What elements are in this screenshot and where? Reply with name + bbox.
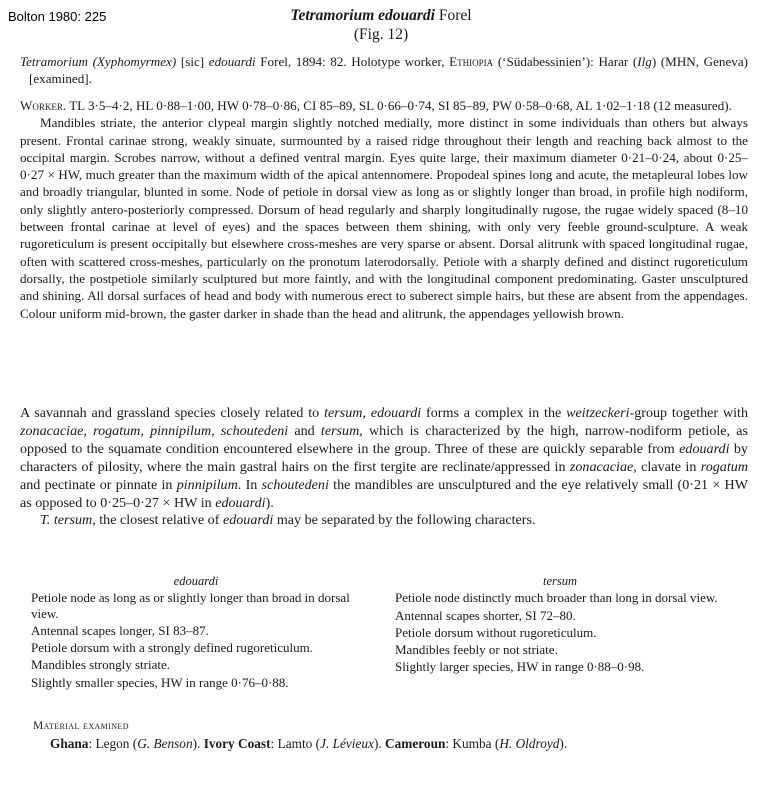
material-close: ). <box>373 736 386 751</box>
species-author: Forel <box>438 7 472 24</box>
discussion-text-run: -group together with <box>629 405 749 421</box>
discussion-text-run: and <box>288 422 321 439</box>
material-country: Ghana <box>50 736 89 751</box>
material-collector: J. Lévieux <box>320 736 374 751</box>
source-label: Bolton 1980: 225 <box>8 9 107 24</box>
discussion-text-run: , the closest relative of <box>92 512 223 529</box>
discussion-paragraph-2 <box>20 512 748 530</box>
comparison-column-edouardi <box>31 574 361 692</box>
taxon-name: T. tersum <box>40 512 93 529</box>
material-close: ). <box>192 736 204 751</box>
citation-genus: Tetramorium <box>20 54 88 69</box>
taxon-name: edouardi <box>370 405 422 421</box>
comparison-item: Antennal scapes longer, SI 83–87. <box>31 622 209 638</box>
comparison-item: Petiole node as long as or slightly longer than broad in dorsal view. <box>31 590 350 621</box>
citation-locality: (‘Südabessinien’): Harar ( <box>497 54 638 69</box>
comparison-item: Petiole dorsum without rugoreticulum. <box>395 624 597 640</box>
material-locality: Legon ( <box>95 736 138 751</box>
taxon-name: pinnipilum <box>176 476 238 493</box>
discussion-text-run: ). <box>265 494 274 511</box>
citation-epithet: edouardi <box>208 54 256 69</box>
taxon-name: edouardi <box>215 494 266 511</box>
species-name: Tetramorium edouardi <box>290 7 435 24</box>
worker-description <box>20 97 748 322</box>
discussion-text-run: , clavate in <box>633 458 701 475</box>
species-title <box>0 7 762 25</box>
citation-sic: [sic] <box>180 54 205 69</box>
comparison-item: Slightly larger species, HW in range 0·88–0·98. <box>395 659 645 675</box>
worker-measurements: TL 3·5–4·2, HL 0·88–1·00, HW 0·78–0·86, CI 85–89, SL 0·66–0·74, SI 85–89, PW 0·58–0·68, AL 1·02–1·18 (12 measured). <box>69 98 732 113</box>
material-separator: : <box>88 736 96 751</box>
material-close: ). <box>559 736 568 751</box>
comparison-item: Mandibles feebly or not striate. <box>395 642 558 658</box>
discussion-paragraph-1 <box>20 405 748 512</box>
citation-end: ) (MHN, Geneva) [examined]. <box>29 54 748 87</box>
taxon-name: weitzeckeri <box>566 405 630 421</box>
citation-country: Ethiopia <box>449 54 494 69</box>
comparison-item: Mandibles strongly striate. <box>31 657 171 673</box>
material-separator: : <box>270 736 278 751</box>
worker-measurements-line <box>20 97 748 114</box>
material-collector: G. Benson <box>137 736 193 751</box>
taxon-name: schoutedeni <box>261 476 329 493</box>
taxon-name: zonacaciae <box>569 458 634 475</box>
comparison-item: Antennal scapes shorter, SI 72–80. <box>395 607 576 623</box>
material-country: Ivory Coast <box>203 736 271 751</box>
material-collector: H. Oldroyd <box>499 736 560 751</box>
taxon-name: tersum <box>324 405 363 421</box>
discussion-text-run: may be separated by the following characters. <box>273 512 536 529</box>
material-records <box>50 736 567 752</box>
taxon-name: edouardi <box>222 512 274 529</box>
figure-reference: (Fig. 12) <box>353 26 409 43</box>
material-locality: Kumba ( <box>452 736 500 751</box>
worker-description-text: Mandibles striate, the anterior clypeal margin slightly notched medially, more distinct in some individuals than others but always present. Frontal carinae strong, weakly sinuate, surmounted by a raised ridge throughout their length and reaching back almost to the occipital margin. Scrobes narrow, without a defined ventral margin. Eyes quite large, their maximum diameter 0·21–0·24, about 0·25–0·27 × HW, much greater than the maximum width of the apical antennomere. Propodeal spines long and acute, the metapleural lobes low and broadly triangular, blunted in some. Node of petiole in dorsal view as long as or slightly longer than broad, in profile high nodiform, only slightly antero-posteriorly compressed. Dorsum of head regularly and sharply longitudinally rugose, the rugae widely spaced (8–10 between frontal carinae at level of eyes) and the spaces between them shining, with only very feeble ground-sculpture. A weak rugoreticulum is present occipitally but elsewhere cross-meshes are very sparse or absent. Dorsal alitrunk with spaced longitudinal rugae, often with scattered cross-meshes, particularly on the pronotum laterodorsally. Petiole with a sharply defined and distinct rugoreticulum dorsally, the postpetiole similarly sculptured but more faintly, and with the longitudinal component predominating. Gaster unsculptured and shining. All dorsal surfaces of head and body with numerous erect to suberect simple hairs, but these are absent from the appendages. Colour uniform mid-brown, the gaster darker in shade than the head and alitrunk, the appendages yellowish brown. <box>20 115 748 321</box>
taxon-name: zonacaciae, rogatum, pinnipilum, schoutedeni <box>20 422 289 439</box>
comparison-item: Petiole dorsum with a strongly defined rugoreticulum. <box>31 640 313 656</box>
type-citation-text <box>20 53 748 88</box>
comparison-item: Slightly smaller species, HW in range 0·76–0·88. <box>31 674 289 690</box>
discussion-text-run: , <box>362 405 371 421</box>
discussion-text-run: . In <box>237 476 262 493</box>
discussion-text-run: A savannah and grassland species closely related to <box>20 405 325 421</box>
comparison-item: Petiole node distinctly much broader than long in dorsal view. <box>395 590 718 606</box>
material-country: Cameroun <box>385 736 446 751</box>
comparison-header-edouardi: edouardi <box>173 574 219 588</box>
discussion-text-run: , which is characterized by the high, narrow-nodiform petiole, as opposed to the squamate condition encountered elsewhere in the group. Three of these are quickly separable from <box>20 422 748 457</box>
taxon-name: edouardi <box>679 440 730 457</box>
discussion-text-run: and pectinate or pinnate in <box>20 476 177 493</box>
discussion-text-run: the mandibles are unsculptured and the eye relatively small (0·21 × HW as opposed to 0·25–0·27 × HW in <box>20 476 749 511</box>
citation-subgenus: (Xyphomyrmex) <box>92 54 177 69</box>
citation-collector: Ilg <box>637 54 652 69</box>
material-locality: Lamto ( <box>277 736 321 751</box>
material-separator: : <box>445 736 453 751</box>
discussion-text-run: forms a complex in the <box>421 405 567 421</box>
discussion-text-run: by characters of pilosity, where the main gastral hairs on the first tergite are reclinate/appressed in <box>20 440 748 475</box>
taxon-name: rogatum <box>700 458 748 475</box>
comparison-column-tersum <box>395 574 725 677</box>
comparison-header-tersum: tersum <box>542 574 578 588</box>
worker-label: Worker. <box>20 98 67 113</box>
taxon-name: tersum <box>320 422 360 439</box>
discussion <box>20 405 748 530</box>
citation-rest: Forel, 1894: 82. Holotype worker, <box>260 54 450 69</box>
type-citation <box>20 53 748 88</box>
material-heading: Material examined <box>33 720 129 732</box>
